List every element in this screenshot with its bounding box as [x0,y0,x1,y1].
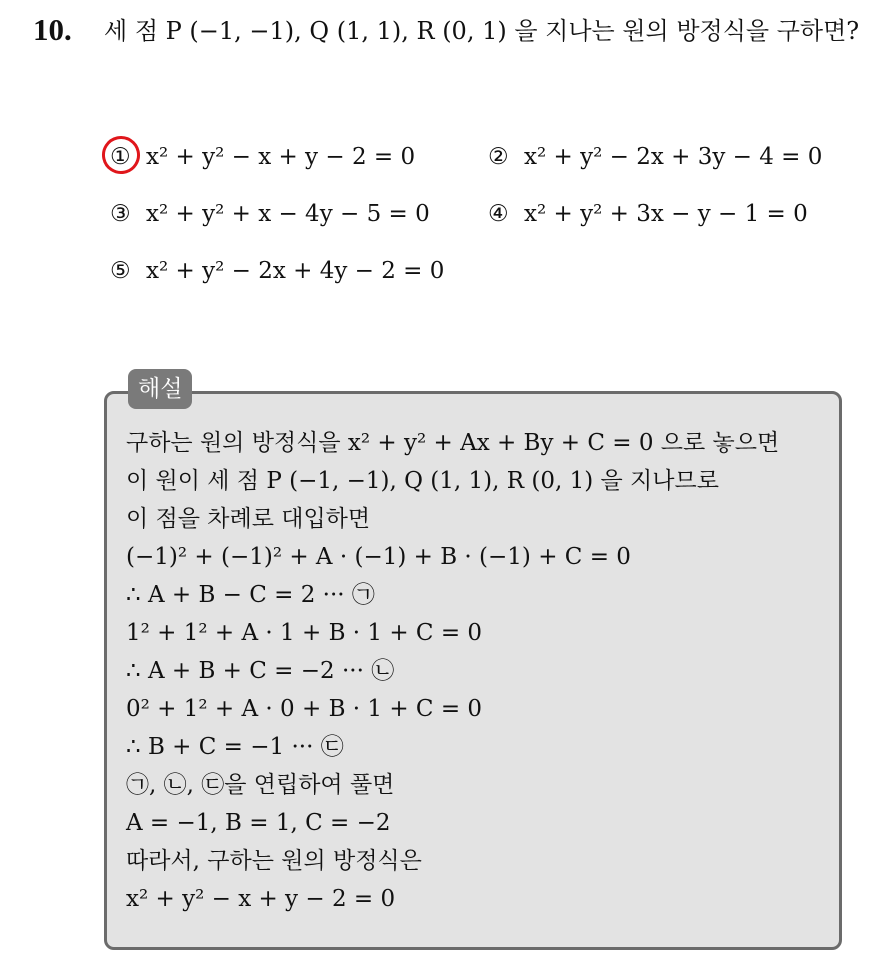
solution-label: 해설 [128,369,192,409]
solution-line: ∴ A + B − C = 2 ··· ㉠ [126,582,375,608]
choice-equation: x² + y² − x + y − 2 = 0 [146,144,416,170]
solution-line: 따라서, 구하는 원의 방정식은 [126,848,422,874]
solution-line: 구하는 원의 방정식을 x² + y² + Ax + By + C = 0 으로 놓으면 [126,430,780,456]
solution-line: 1² + 1² + A · 1 + B · 1 + C = 0 [126,620,483,646]
choice-number: ③ [110,201,131,227]
solution-line: ∴ B + C = −1 ··· ㉢ [126,734,344,760]
choice-5[interactable] [110,258,444,284]
choice-2[interactable] [488,144,822,170]
solution-body [126,424,836,918]
solution-line: 0² + 1² + A · 0 + B · 1 + C = 0 [126,696,483,722]
choice-number: ⑤ [110,258,131,284]
choice-equation: x² + y² + 3x − y − 1 = 0 [524,201,808,227]
choice-4[interactable] [488,201,808,227]
answer-circle-mark [98,132,143,177]
choice-equation: x² + y² + x − 4y − 5 = 0 [146,201,430,227]
solution-line: 이 점을 차례로 대입하면 [126,506,371,532]
question-text: 세 점 P (−1, −1), Q (1, 1), R (0, 1) 을 지나는 원의 방정식을 구하면? [104,17,860,45]
choice-equation: x² + y² − 2x + 4y − 2 = 0 [146,258,445,284]
choice-number: ① [110,144,131,170]
choice-equation: x² + y² − 2x + 3y − 4 = 0 [524,144,823,170]
solution-line: x² + y² − x + y − 2 = 0 [126,886,396,912]
solution-line: A = −1, B = 1, C = −2 [126,810,391,836]
choice-number: ④ [488,201,509,227]
solution-line: ㉠, ㉡, ㉢을 연립하여 풀면 [126,772,395,798]
solution-line: 이 원이 세 점 P (−1, −1), Q (1, 1), R (0, 1) 을 지나므로 [126,468,719,494]
question-number: 10. [33,12,72,47]
choice-1[interactable] [110,144,415,170]
solution-line: ∴ A + B + C = −2 ··· ㉡ [126,658,395,684]
choice-number: ② [488,144,509,170]
choice-3[interactable] [110,201,430,227]
solution-line: (−1)² + (−1)² + A · (−1) + B · (−1) + C = 0 [126,544,631,570]
